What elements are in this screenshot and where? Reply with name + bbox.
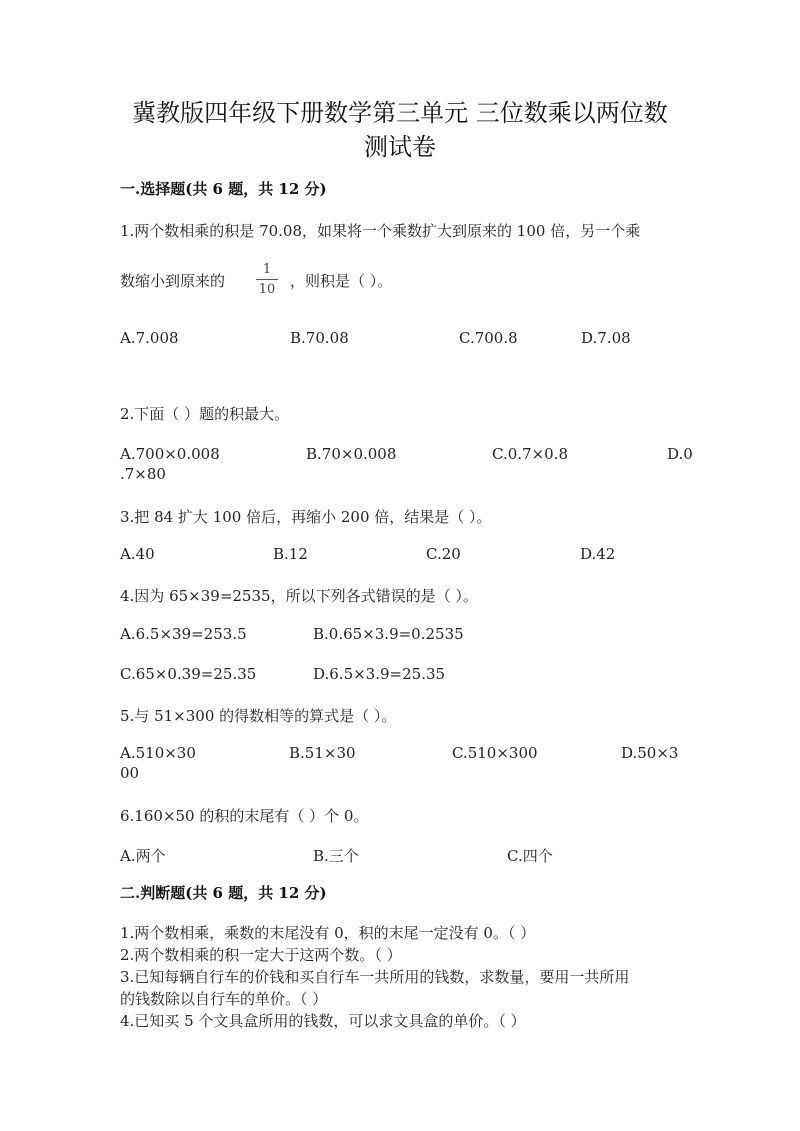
- q2-option-c[interactable]: C.0.7×0.8: [492, 445, 568, 463]
- q5-option-d[interactable]: D.50×3: [621, 744, 679, 762]
- q3-text: 3.把 84 扩大 100 倍后，再缩小 200 倍，结果是（ ）。: [120, 508, 492, 526]
- q5-option-b[interactable]: B.51×30: [289, 744, 356, 762]
- q1-option-c[interactable]: C.700.8: [459, 329, 518, 347]
- page-title-line2: 测试卷: [364, 133, 436, 161]
- q1-text-line2-end: ，则积是（ ）。: [290, 272, 393, 290]
- q1-option-a[interactable]: A.7.008: [120, 329, 179, 347]
- q4-option-d[interactable]: D.6.5×3.9=25.35: [313, 665, 446, 683]
- q3-option-c[interactable]: C.20: [426, 545, 461, 563]
- fraction-bar: [256, 279, 278, 280]
- q3-option-a[interactable]: A.40: [120, 545, 155, 563]
- q1-fraction: [256, 262, 278, 297]
- judge-item-1: 1.两个数相乘，乘数的末尾没有 0，积的末尾一定没有 0。（ ）: [120, 924, 536, 942]
- judge-item-4: 4.已知买 5 个文具盒所用的钱数，可以求文具盒的单价。（ ）: [120, 1012, 526, 1030]
- q4-option-b[interactable]: B.0.65×3.9=0.2535: [313, 625, 464, 643]
- page-title-line1: 冀教版四年级下册数学第三单元 三位数乘以两位数: [132, 99, 668, 127]
- q2-text: 2.下面（ ）题的积最大。: [120, 405, 290, 423]
- fraction-denominator: 10: [258, 282, 276, 297]
- q6-option-b[interactable]: B.三个: [313, 847, 359, 865]
- q2-option-a[interactable]: A.700×0.008: [120, 445, 220, 463]
- q2-option-d[interactable]: D.0: [667, 445, 693, 463]
- q5-option-a[interactable]: A.510×30: [120, 744, 196, 762]
- q1-option-d[interactable]: D.7.08: [581, 329, 631, 347]
- q4-text: 4.因为 65×39=2535，所以下列各式错误的是（ ）。: [120, 587, 478, 605]
- fraction-numerator: 1: [262, 262, 272, 277]
- q2-option-d-wrap: .7×80: [120, 465, 166, 483]
- q5-option-c[interactable]: C.510×300: [452, 744, 538, 762]
- q6-text: 6.160×50 的积的末尾有（ ）个 0。: [120, 807, 369, 825]
- q1-text-line2: 数缩小到原来的: [120, 272, 226, 290]
- q4-option-a[interactable]: A.6.5×39=253.5: [120, 625, 247, 643]
- q5-text: 5.与 51×300 的得数相等的算式是（ ）。: [120, 707, 397, 725]
- q6-option-a[interactable]: A.两个: [120, 847, 166, 865]
- judge-item-2: 2.两个数相乘的积一定大于这两个数。（ ）: [120, 946, 402, 964]
- q5-option-d-wrap: 00: [120, 764, 140, 782]
- section1-heading: 一.选择题(共 6 题，共 12 分): [120, 180, 327, 198]
- q4-option-c[interactable]: C.65×0.39=25.35: [120, 665, 257, 683]
- q3-option-b[interactable]: B.12: [273, 545, 308, 563]
- judge-item-3-line2: 的钱数除以自行车的单价。（ ）: [120, 990, 328, 1008]
- section2-heading: 二.判断题(共 6 题，共 12 分): [120, 884, 327, 902]
- q6-option-c[interactable]: C.四个: [507, 847, 553, 865]
- q2-option-b[interactable]: B.70×0.008: [306, 445, 397, 463]
- q1-text-line1: 1.两个数相乘的积是 70.08，如果将一个乘数扩大到原来的 100 倍，另一个乘: [120, 222, 641, 240]
- q1-option-b[interactable]: B.70.08: [290, 329, 349, 347]
- q3-option-d[interactable]: D.42: [580, 545, 616, 563]
- judge-item-3-line1: 3.已知每辆自行车的价钱和买自行车一共所用的钱数，求数量，要用一共所用: [120, 968, 630, 986]
